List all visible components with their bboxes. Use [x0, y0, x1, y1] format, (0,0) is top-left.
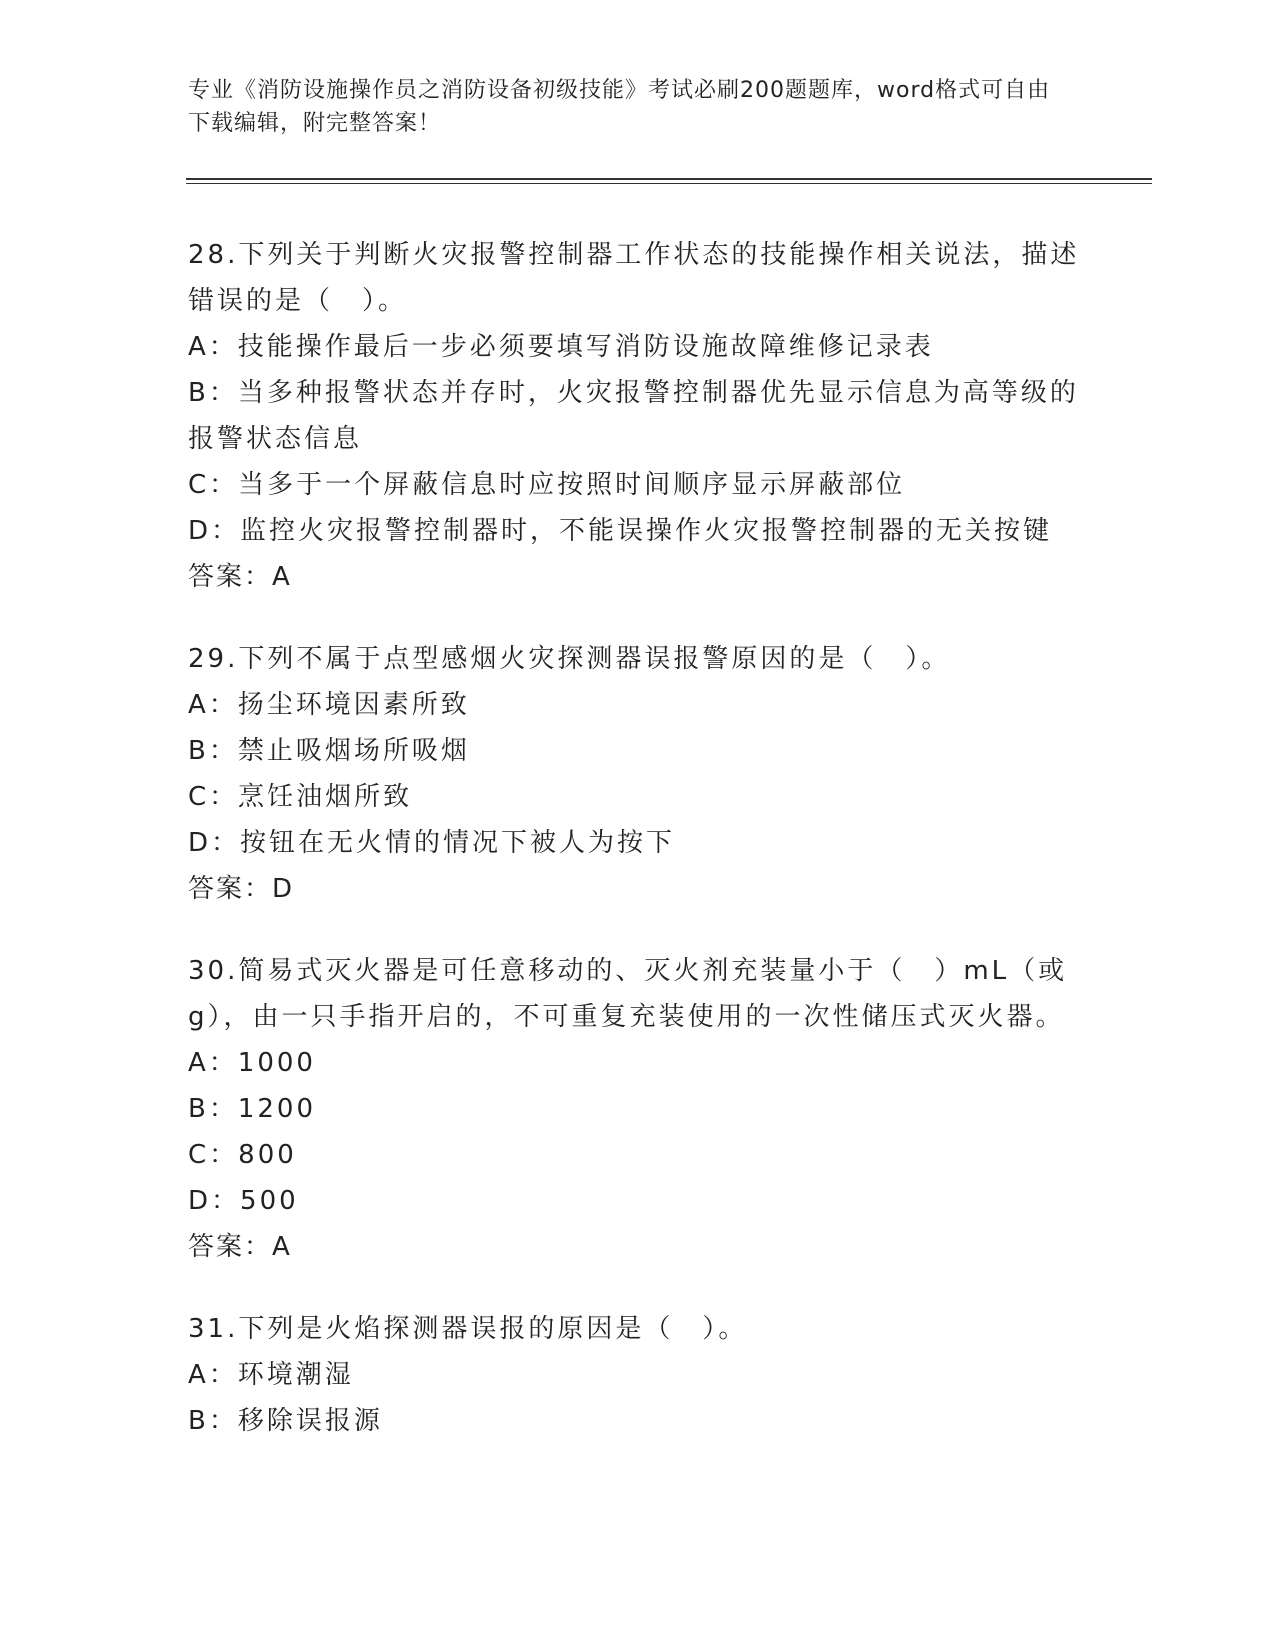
option-c: C：当多于一个屏蔽信息时应按照时间顺序显示屏蔽部位	[188, 470, 906, 500]
option-b: B：1200	[188, 1094, 317, 1124]
option-b: B：当多种报警状态并存时，火灾报警控制器优先显示信息为高等级的报警状态信息	[188, 378, 1079, 454]
option-c: C：烹饪油烟所致	[188, 782, 413, 812]
answer: 答案：D	[188, 874, 295, 904]
header-rule-thin	[186, 183, 1152, 184]
option-c: C：800	[188, 1140, 297, 1170]
question-stem: 31.下列是火焰探测器误报的原因是（ ）。	[188, 1314, 748, 1344]
question-stem: 28.下列关于判断火灾报警控制器工作状态的技能操作相关说法，描述错误的是（ ）。	[188, 240, 1080, 316]
answer: 答案：A	[188, 1232, 292, 1262]
option-a: A：扬尘环境因素所致	[188, 690, 470, 720]
option-a: A：环境潮湿	[188, 1360, 354, 1390]
question-29	[188, 636, 1088, 912]
option-d: D：500	[188, 1186, 299, 1216]
option-d: D：按钮在无火情的情况下被人为按下	[188, 828, 676, 858]
question-stem: 30.简易式灭火器是可任意移动的、灭火剂充装量小于（ ）mL（或g），由一只手指开启的，不可重复充装使用的一次性储压式灭火器。	[188, 956, 1068, 1032]
option-b: B：移除误报源	[188, 1406, 383, 1436]
option-b: B：禁止吸烟场所吸烟	[188, 736, 470, 766]
question-31	[188, 1306, 1088, 1444]
option-a: A：1000	[188, 1048, 316, 1078]
answer: 答案：A	[188, 562, 292, 592]
question-30	[188, 948, 1088, 1270]
header-rule-thick	[186, 178, 1152, 180]
question-stem: 29.下列不属于点型感烟火灾探测器误报警原因的是（ ）。	[188, 644, 951, 674]
document-header: 专业《消防设施操作员之消防设备初级技能》考试必刷200题题库，word格式可自由下载编辑，附完整答案！	[188, 78, 1051, 136]
question-list	[188, 232, 1088, 1480]
option-a: A：技能操作最后一步必须要填写消防设施故障维修记录表	[188, 332, 934, 362]
question-28	[188, 232, 1088, 600]
option-d: D：监控火灾报警控制器时，不能误操作火灾报警控制器的无关按键	[188, 516, 1053, 546]
